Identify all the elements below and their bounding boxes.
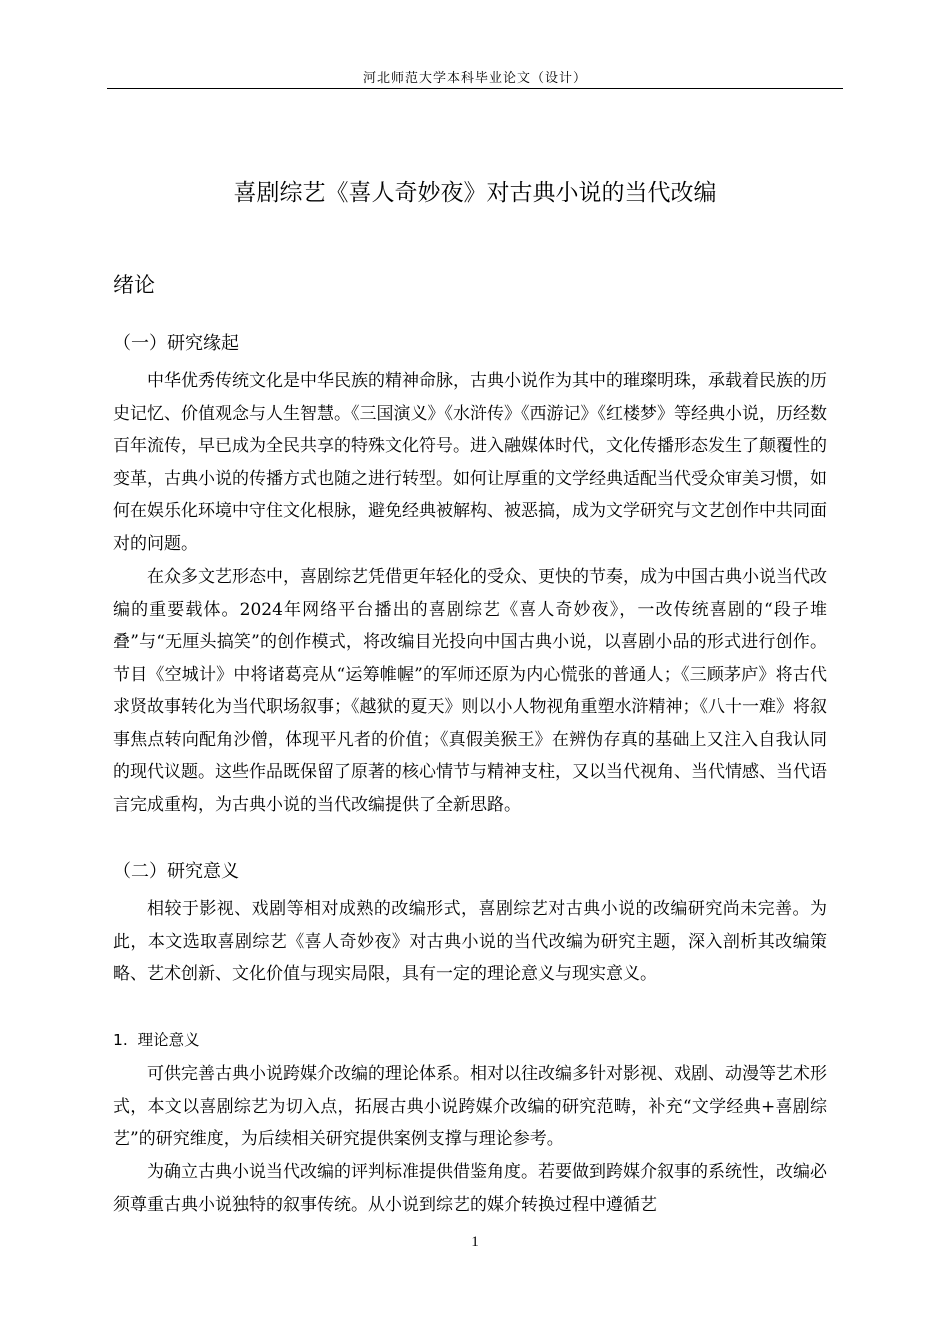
- subsubsection-heading-theory: 1. 理论意义: [113, 1031, 200, 1049]
- paragraph-1: 中华优秀传统文化是中华民族的精神命脉，古典小说作为其中的璀璨明珠，承载着民族的历史记忆、价值观念与人生智慧。《三国演义》《水浒传》《西游记》《红楼梦》等经典小说，历经数百年流传，早已成为全民共享的特殊文化符号。进入融媒体时代，文化传播形态发生了颠覆性的变革，古典小说的传播方式也随之进行转型。如何让厚重的文学经典适配当代受众审美习惯，如何在娱乐化环境中守住文化根脉，避免经典被解构、被恶搞，成为文学研究与文艺创作中共同面对的问题。: [113, 371, 827, 554]
- subsection-heading-origin: （一）研究缘起: [113, 333, 239, 354]
- document-title: 喜剧综艺《喜人奇妙夜》对古典小说的当代改编: [233, 180, 717, 206]
- paragraph-5: 为确立古典小说当代改编的评判标准提供借鉴角度。若要做到跨媒介叙事的系统性，改编必须尊重古典小说独特的叙事传统。从小说到综艺的媒介转换过程中遵循艺: [113, 1162, 827, 1215]
- paragraph-3: 相较于影视、戏剧等相对成熟的改编形式，喜剧综艺对古典小说的改编研究尚未完善。为此，本文选取喜剧综艺《喜人奇妙夜》对古典小说的当代改编为研究主题，深入剖析其改编策略、艺术创新、文化价值与现实局限，具有一定的理论意义与现实意义。: [113, 899, 827, 984]
- subsection-heading-significance: （二）研究意义: [113, 861, 239, 882]
- header-divider: [107, 88, 843, 89]
- paragraph-4: 可供完善古典小说跨媒介改编的理论体系。相对以往改编多针对影视、戏剧、动漫等艺术形式，本文以喜剧综艺为切入点，拓展古典小说跨媒介改编的研究范畴，补充“文学经典+喜剧综艺”的研究维度，为后续相关研究提供案例支撑与理论参考。: [113, 1064, 827, 1149]
- running-header: 河北师范大学本科毕业论文（设计）: [362, 71, 587, 86]
- page-number: 1: [471, 1234, 479, 1250]
- section-heading-intro: 绪论: [113, 273, 155, 297]
- paragraph-2: 在众多文艺形态中，喜剧综艺凭借更年轻化的受众、更快的节奏，成为中国古典小说当代改编的重要载体。2024年网络平台播出的喜剧综艺《喜人奇妙夜》，一改传统喜剧的“段子堆叠”与“无厘头搞笑”的创作模式，将改编目光投向中国古典小说，以喜剧小品的形式进行创作。节目《空城计》中将诸葛亮从“运筹帷幄”的军师还原为内心慌张的普通人；《三顾茅庐》将古代求贤故事转化为当代职场叙事；《越狱的夏天》则以小人物视角重塑水浒精神；《八十一难》将叙事焦点转向配角沙僧，体现平凡者的价值；《真假美猴王》在辨伪存真的基础上又注入自我认同的现代议题。这些作品既保留了原著的核心情节与精神支柱，又以当代视角、当代情感、当代语言完成重构，为古典小说的当代改编提供了全新思路。: [113, 567, 827, 815]
